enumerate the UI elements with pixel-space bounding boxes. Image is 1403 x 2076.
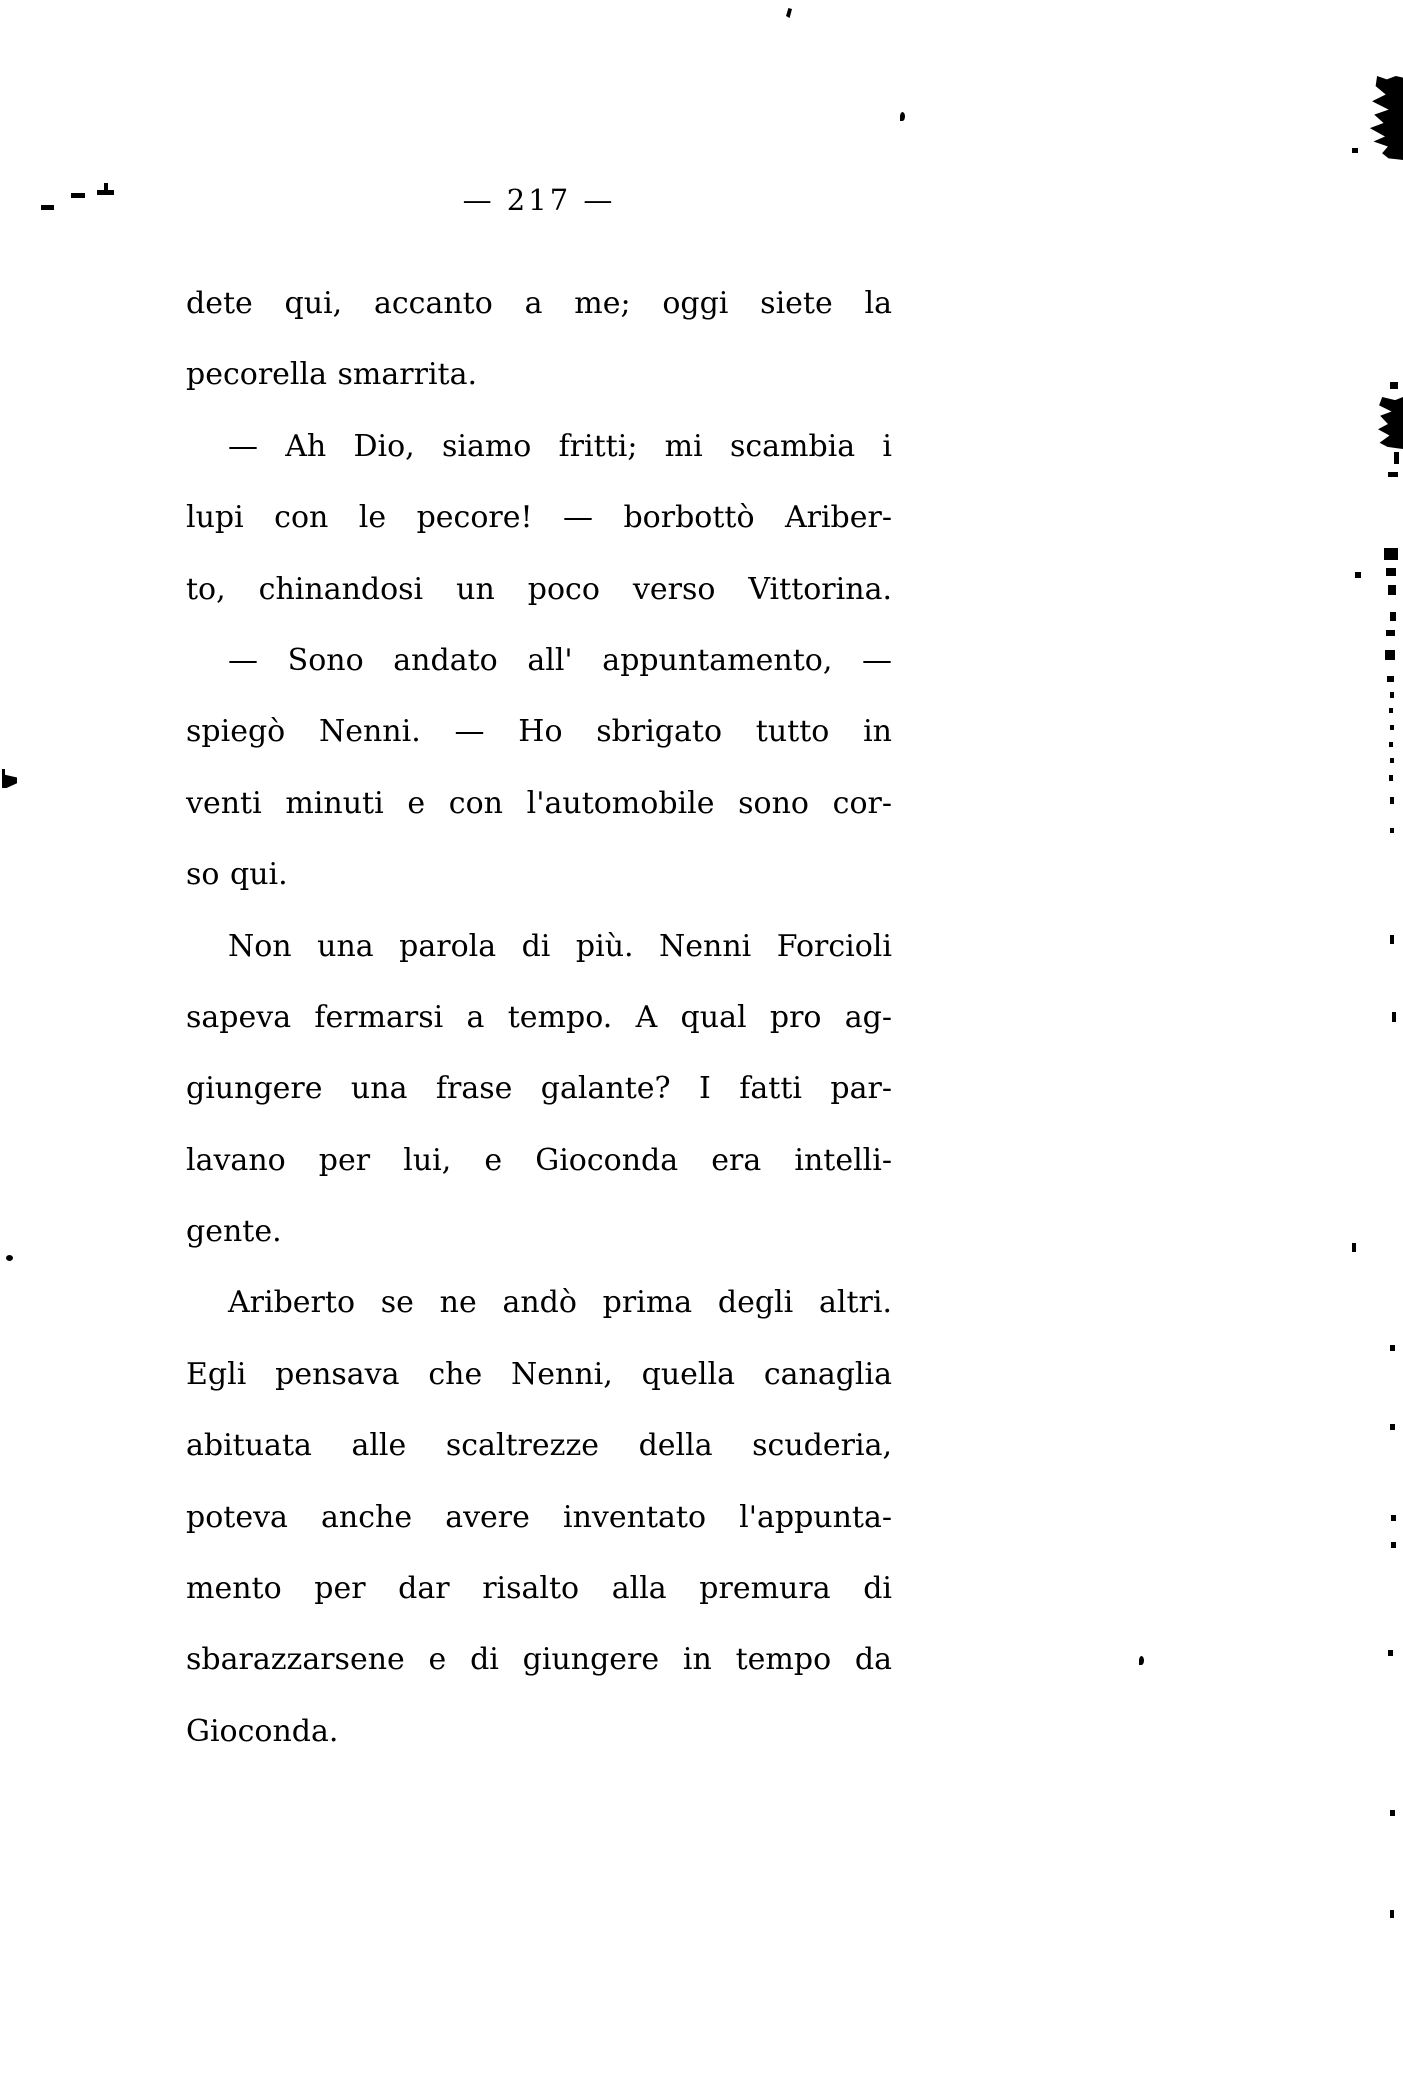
ink-speck	[1352, 148, 1358, 153]
ink-speck	[1388, 1650, 1393, 1656]
ink-speck	[1386, 630, 1395, 636]
ink-speck	[1390, 1810, 1395, 1816]
ink-speck	[1388, 585, 1396, 595]
ink-speck	[1391, 1542, 1396, 1548]
text-line: sbarazzarsene e di giungere in tempo da	[186, 1642, 892, 1678]
ink-speck	[1390, 797, 1394, 804]
ink-speck	[1391, 1515, 1396, 1521]
ink-speck	[1389, 708, 1393, 713]
ink-speck	[1390, 828, 1394, 833]
ink-speck	[71, 193, 85, 198]
text-line: to, chinandosi un poco verso Vittorina.	[186, 571, 892, 607]
text-line: abituata alle scaltrezze della scuderia,	[186, 1428, 892, 1464]
ink-speck	[1388, 472, 1398, 477]
ink-speck	[1389, 775, 1393, 781]
page-number: — 217 —	[462, 183, 616, 217]
text-line: Egli pensava che Nenni, quella canaglia	[186, 1356, 892, 1392]
ink-speck	[1390, 1910, 1394, 1918]
ink-speck	[1385, 650, 1395, 660]
ink-speck	[1390, 758, 1394, 763]
ink-speck	[104, 183, 108, 191]
ink-speck	[1390, 1424, 1395, 1430]
ink-speck	[1386, 568, 1396, 576]
text-line: venti minuti e con l'automobile sono cor-	[186, 785, 892, 821]
ink-speck	[1355, 572, 1361, 578]
ink-speck	[1387, 676, 1394, 682]
text-line: — Sono andato all' appuntamento, —	[228, 642, 892, 678]
text-line: mento per dar risalto alla premura di	[186, 1571, 892, 1607]
text-line: gente.	[186, 1214, 282, 1250]
ink-speck	[1390, 935, 1394, 944]
text-line: sapeva fermarsi a tempo. A qual pro ag-	[186, 999, 892, 1035]
text-line: lavano per lui, e Gioconda era intelli-	[186, 1142, 892, 1178]
ink-smudge	[1377, 397, 1403, 449]
text-line: spiegò Nenni. — Ho sbrigato tutto in	[186, 714, 892, 750]
text-line: giungere una frase galante? I fatti par-	[186, 1071, 892, 1107]
ink-speck	[6, 1255, 13, 1261]
ink-speck	[1389, 742, 1393, 747]
text-line: Ariberto se ne andò prima degli altri.	[228, 1285, 892, 1321]
text-line: dete qui, accanto a me; oggi siete la	[186, 286, 892, 321]
ink-smudge	[2, 769, 17, 788]
ink-speck	[786, 8, 792, 18]
ink-speck	[1139, 1656, 1144, 1665]
ink-speck	[1384, 548, 1398, 560]
text-line: Non una parola di più. Nenni Forcioli	[228, 928, 892, 964]
text-line: poteva anche avere inventato l'appunta-	[186, 1499, 892, 1535]
text-line: Gioconda.	[186, 1713, 339, 1749]
ink-smudge	[1367, 76, 1403, 160]
text-line: — Ah Dio, siamo fritti; mi scambia i	[228, 428, 892, 464]
ink-speck	[1352, 1243, 1356, 1252]
ink-speck	[900, 112, 905, 121]
ink-speck	[1394, 452, 1399, 464]
ink-speck	[1390, 1345, 1395, 1351]
ink-speck	[1390, 692, 1394, 698]
body-text	[186, 268, 892, 1767]
ink-speck	[41, 205, 54, 210]
text-line: so qui.	[186, 857, 288, 893]
ink-speck	[1392, 1012, 1396, 1022]
text-line: pecorella smarrita.	[186, 357, 478, 393]
ink-speck	[1390, 725, 1394, 730]
ink-speck	[1390, 382, 1398, 389]
ink-speck	[1390, 612, 1396, 621]
text-line: lupi con le pecore! — borbottò Ariber-	[186, 500, 892, 536]
